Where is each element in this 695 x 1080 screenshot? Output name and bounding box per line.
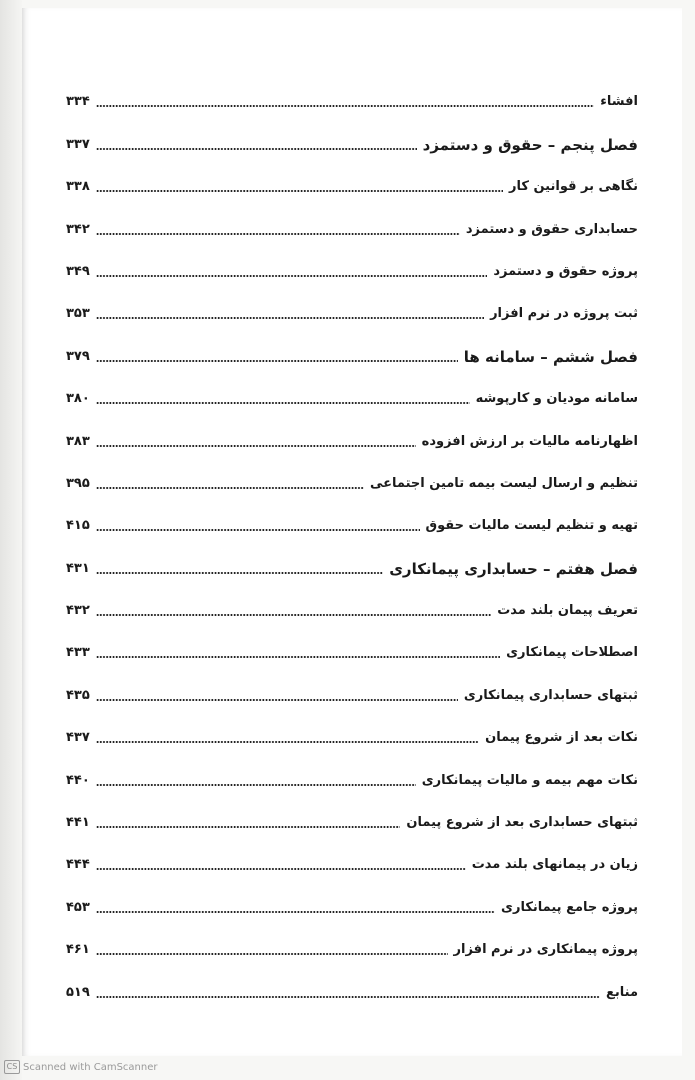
toc-row	[66, 292, 638, 334]
toc-dot-leader	[96, 233, 460, 235]
toc-entry-title: ثبتهای حسابداری بعد از شروع پیمان	[406, 815, 638, 831]
toc-dot-leader	[96, 148, 417, 150]
toc-dot-leader	[96, 190, 503, 192]
toc-page-number: ۳۸۳	[66, 433, 90, 449]
toc-dot-leader	[96, 445, 416, 447]
toc-dot-leader	[96, 784, 416, 786]
toc-page-number: ۴۳۲	[66, 603, 90, 619]
toc-page-number: ۴۴۰	[66, 772, 90, 788]
toc-entry-title: ثبتهای حسابداری پیمانکاری	[463, 687, 638, 703]
toc-row	[66, 80, 638, 122]
toc-page-number: ۴۴۴	[66, 857, 90, 873]
toc-dot-leader	[96, 529, 420, 531]
toc-dot-leader	[96, 360, 458, 362]
toc-row	[66, 207, 638, 249]
toc-row	[66, 165, 638, 207]
toc-page-number: ۳۸۰	[66, 391, 90, 407]
toc-dot-leader	[96, 487, 364, 489]
toc-page-number: ۳۷۹	[66, 348, 90, 364]
toc-chapter-row	[66, 334, 638, 376]
toc-entry-title: زیان در پیمانهای بلند مدت	[471, 857, 638, 873]
toc-dot-leader	[96, 996, 600, 998]
toc-row	[66, 462, 638, 504]
toc-entry-title: پروژه حقوق و دستمزد	[493, 263, 638, 279]
scanner-watermark	[4, 1060, 158, 1074]
toc-page-number: ۳۳۸	[66, 179, 90, 195]
toc-row	[66, 970, 638, 1012]
toc-page-number: ۴۵۳	[66, 899, 90, 915]
toc-page-number: ۴۶۱	[66, 942, 90, 958]
toc-row	[66, 716, 638, 758]
toc-dot-leader	[96, 953, 448, 955]
table-of-contents	[66, 80, 638, 1013]
toc-dot-leader	[96, 402, 470, 404]
toc-row	[66, 758, 638, 800]
toc-page-number: ۳۵۳	[66, 306, 90, 322]
toc-entry-title: افشاء	[600, 94, 638, 110]
toc-row	[66, 631, 638, 673]
toc-entry-title: نگاهی بر قوانین کار	[509, 179, 638, 195]
toc-chapter-title: فصل هفتم – حسابداری پیمانکاری	[389, 559, 638, 578]
toc-dot-leader	[96, 868, 466, 870]
toc-entry-title: نکات بعد از شروع پیمان	[485, 730, 638, 746]
toc-entry-title: تهیه و تنظیم لیست مالیات حقوق	[425, 518, 638, 534]
toc-dot-leader	[96, 911, 495, 913]
toc-dot-leader	[96, 699, 458, 701]
toc-entry-title: اصطلاحات پیمانکاری	[506, 645, 638, 661]
toc-page-number: ۵۱۹	[66, 984, 90, 1000]
toc-row	[66, 843, 638, 885]
toc-row	[66, 377, 638, 419]
toc-row	[66, 504, 638, 546]
toc-page-number: ۴۱۵	[66, 518, 90, 534]
toc-dot-leader	[96, 572, 383, 574]
toc-row	[66, 589, 638, 631]
toc-chapter-title: فصل ششم – سامانه ها	[463, 347, 638, 366]
toc-dot-leader	[96, 656, 500, 658]
page-left-shadow	[0, 0, 22, 1080]
camscanner-logo-icon: CS	[4, 1060, 20, 1074]
toc-dot-leader	[96, 826, 400, 828]
toc-entry-title: پروژه جامع پیمانکاری	[501, 899, 638, 915]
toc-page-number: ۳۳۴	[66, 94, 90, 110]
toc-entry-title: پروژه پیمانکاری در نرم افزار	[453, 942, 638, 958]
toc-page-number: ۴۴۱	[66, 815, 90, 831]
toc-page-number: ۳۴۹	[66, 263, 90, 279]
toc-dot-leader	[96, 614, 491, 616]
toc-entry-title: سامانه مودیان و کارپوشه	[475, 391, 638, 407]
toc-row	[66, 419, 638, 461]
scanner-watermark-text: Scanned with CamScanner	[23, 1061, 158, 1073]
toc-dot-leader	[96, 275, 487, 277]
toc-chapter-title: فصل پنجم – حقوق و دستمزد	[422, 135, 638, 154]
toc-row	[66, 250, 638, 292]
toc-entry-title: حسابداری حقوق و دستمزد	[465, 221, 638, 237]
toc-page-number: ۴۳۷	[66, 730, 90, 746]
toc-dot-leader	[96, 105, 594, 107]
toc-chapter-row	[66, 122, 638, 164]
toc-page-number: ۳۹۵	[66, 475, 90, 491]
toc-page-number: ۳۳۷	[66, 136, 90, 152]
toc-chapter-row	[66, 546, 638, 588]
toc-page-number: ۴۳۱	[66, 560, 90, 576]
toc-dot-leader	[96, 741, 479, 743]
toc-entry-title: منابع	[606, 984, 638, 1000]
toc-row	[66, 928, 638, 970]
toc-page-number: ۴۳۳	[66, 645, 90, 661]
toc-page-number: ۴۳۵	[66, 687, 90, 703]
toc-entry-title: تنظیم و ارسال لیست بیمه تامین اجتماعی	[369, 475, 638, 491]
toc-row	[66, 673, 638, 715]
toc-entry-title: نکات مهم بیمه و مالیات پیمانکاری	[421, 772, 638, 788]
toc-entry-title: تعریف پیمان بلند مدت	[497, 603, 638, 619]
toc-entry-title: ثبت پروژه در نرم افزار	[490, 306, 638, 322]
toc-row	[66, 885, 638, 927]
toc-dot-leader	[96, 317, 484, 319]
toc-page-number: ۳۴۲	[66, 221, 90, 237]
toc-row	[66, 801, 638, 843]
toc-entry-title: اظهارنامه مالیات بر ارزش افزوده	[421, 433, 638, 449]
